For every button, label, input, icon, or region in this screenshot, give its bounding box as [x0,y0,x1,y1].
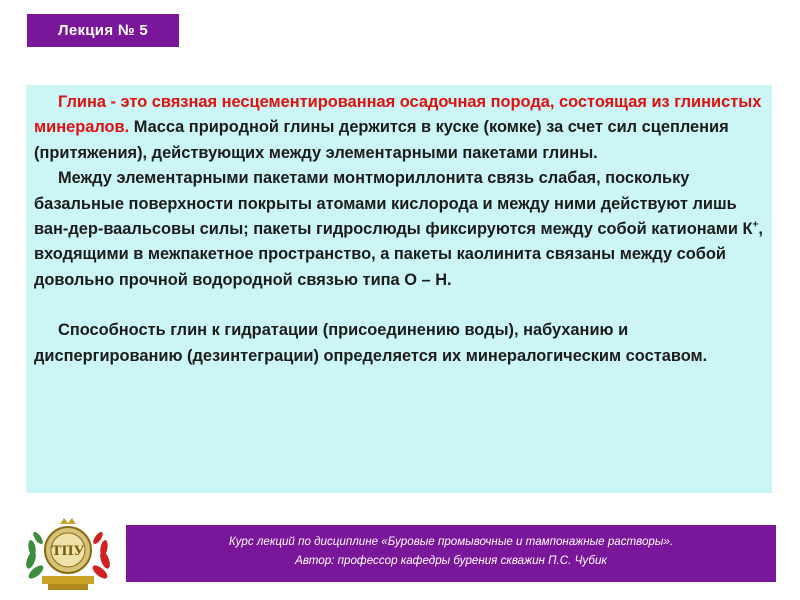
clay-definition-text: Глина - это связная несцементированная осадочная порода, состоящая из глинистых минералов. [34,93,762,137]
course-footer [126,525,776,582]
author-line: Автор: профессор кафедры бурения скважин П.С. Чубик [295,554,607,567]
course-title-line: Курс лекций по дисциплине «Буровые промывочные и тампонажные растворы». [228,535,674,548]
clay-cohesion-text: Масса природной глины держится в куске (комке) за счет сил сцепления (притяжения), действующих между элементарными пакетами глины. [34,118,729,162]
university-emblem-icon [18,510,118,592]
paragraph-clay-definition [34,90,766,166]
mineral-bonds-text: Между элементарными пакетами монтмориллонита связь слабая, поскольку базальные поверхности покрыты атомами кислорода и между ними действуют лишь ван-дер-ваальсовы силы; пакеты гидрослюды фиксируются между собой катионами К [34,169,753,239]
paragraph-mineral-bonds [34,166,766,293]
svg-text:ТПУ: ТПУ [51,544,85,559]
lecture-content-box [26,85,772,493]
paragraph-hydration-ability: Способность глин к гидратации (присоединению воды), набуханию и диспергированию (дезинтеграции) определяется их минералогическим составом. [34,321,708,365]
mineral-bonds-text-continued: , входящими в межпакетное пространство, а пакеты каолинита связаны между собой довольно прочной водородной связью типа О – Н. [34,220,763,289]
cation-charge-superscript: + [752,219,759,231]
lecture-number-badge: Лекция № 5 [27,14,179,47]
